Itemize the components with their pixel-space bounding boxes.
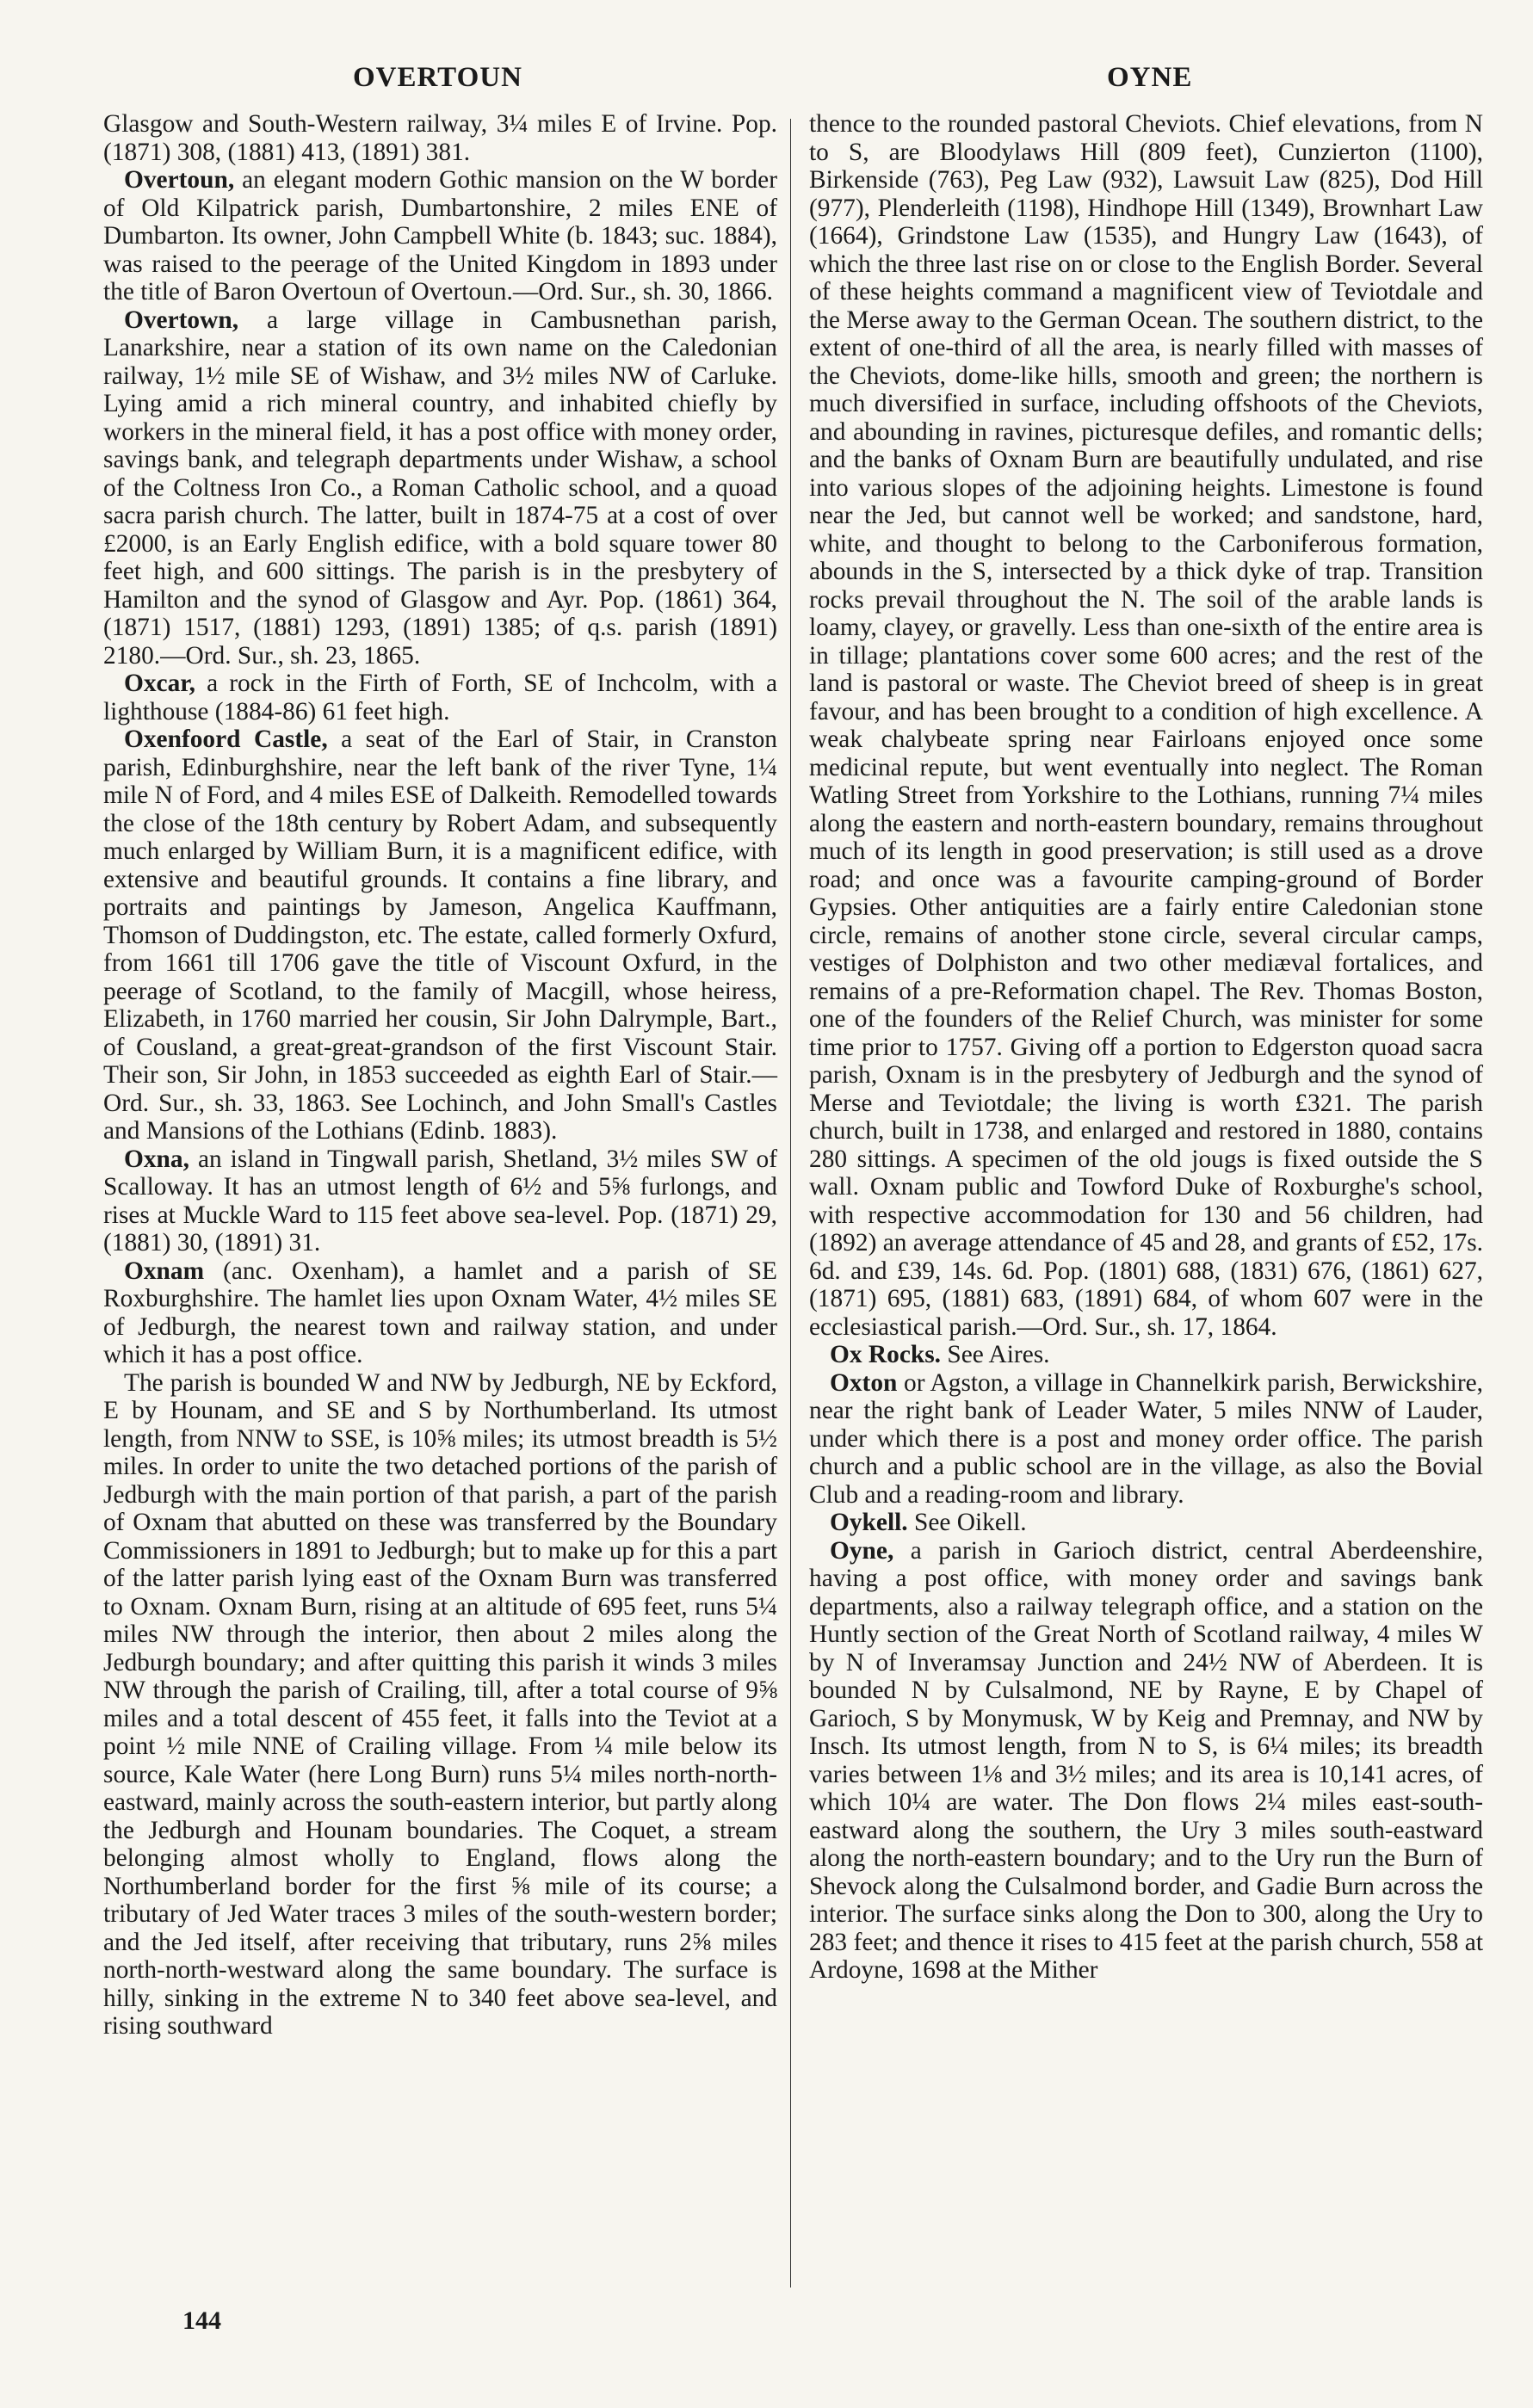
entry-text: an elegant modern Gothic mansion on the W border of Old Kilpatrick parish, Dumbartonshire, 2 miles ENE of Dumbarton. Its owner, John Campbell White (b. 1843; suc. 1884), was raised to the peerage of the United Kingdom in 1893 under the title of Baron Overtoun of Overtoun.—Ord. Sur., sh. 30, 1866. [103,166,777,306]
entry-headword: Oxenfoord Castle, [124,725,328,753]
running-head-left: OVERTOUN [353,62,522,93]
entry-text: a large village in Cambusnethan parish, Lanarkshire, near a station of its own name on the Caledonian railway, 1½ mile SE of Wishaw, and 3½ miles NW of Carluke. Lying amid a rich mineral country, and inhabited chiefly by workers in the mineral field, it has a post office with money order, savings bank, and telegraph departments under Wishaw, a school of the Coltness Iron Co., a Roman Catholic school, and a quoad sacra parish church. The latter, built in 1874-75 at a cost of over £2000, is an Early English edifice, with a bold square tower 80 feet high, and 600 sittings. The parish is in the presbytery of Hamilton and the synod of Glasgow and Ayr. Pop. (1861) 364, (1871) 1517, (1881) 1293, (1891) 1385; of q.s. parish (1891) 2180.—Ord. Sur., sh. 23, 1865. [103,306,777,670]
gazetteer-entry [809,1537,1483,1985]
entry-text: See Aires. [941,1341,1050,1368]
entry-text: Glasgow and South-Western railway, 3¼ miles E of Irvine. Pop. (1871) 308, (1881) 413, (1891) 381. [103,110,777,166]
gazetteer-entry [809,1369,1483,1510]
gazetteer-entry [809,1341,1483,1369]
entry-paragraph [103,110,777,166]
gazetteer-entry [103,306,777,670]
entry-text: or Agston, a village in Channelkirk parish, Berwickshire, near the right bank of Leader Water, 5 miles NNW of Lauder, under which there is a post and money order office. The parish church and a public school are in the village, as also the Bovial Club and a reading-room and library. [809,1368,1483,1509]
entry-headword: Oxnam [124,1256,205,1285]
entry-headword: Oxcar, [124,670,195,697]
entry-text: a seat of the Earl of Stair, in Cranston parish, Edinburghshire, near the left bank of the river Tyne, 1¼ mile N of Ford, and 4 miles ESE of Dalkeith. Remodelled towards the close of the 18th century by Robert Adam, and subsequently much enlarged by William Burn, it is a magnificent edifice, with extensive and beautiful grounds. It contains a fine library, and portraits and paintings by Jameson, Angelica Kauffmann, Thomson of Duddingston, etc. The estate, called formerly Oxfurd, from 1661 till 1706 gave the title of Viscount Oxfurd, in the peerage of Scotland, to the family of Macgill, whose heiress, Elizabeth, in 1760 married her cousin, Sir John Dalrymple, Bart., of Cousland, a great-great-grandson of the first Viscount Stair. Their son, Sir John, in 1853 succeeded as eighth Earl of Stair.—Ord. Sur., sh. 33, 1863. See Lochinch, and John Small's Castles and Mansions of the Lothians (Edinb. 1883). [103,725,777,1145]
entry-headword: Overtown, [124,306,239,334]
entry-headword: Oyne, [830,1536,894,1565]
entry-text: The parish is bounded W and NW by Jedburgh, NE by Eckford, E by Hounam, and SE and S by Northumberland. Its utmost length, from NNW to SSE, is 10⅝ miles; its utmost breadth is 5½ miles. In order to unite the two detached portions of the parish of Jedburgh with the main portion of that parish, a part of the parish of Oxnam that abutted on these was transferred by the Boundary Commissioners in 1891 to Jedburgh; but to make up for this a part of the latter parish lying east of the Oxnam Burn was transferred to Oxnam. Oxnam Burn, rising at an altitude of 695 feet, runs 5¼ miles NW through the interior, then about 2 miles along the Jedburgh boundary; and after quitting this parish it winds 3 miles NW through the parish of Crailing, till, after a total course of 9⅝ miles and a total descent of 455 feet, it falls into the Teviot at a point ½ mile NNE of Crailing village. From ¼ mile below its source, Kale Water (here Long Burn) runs 5¼ miles north-north-eastward, mainly across the south-eastern interior, but partly along the Jedburgh and Hounam boundaries. The Coquet, a stream belonging almost wholly to England, flows along the Northumberland border for the first ⅝ mile of its course; a tributary of Jed Water traces 3 miles of the south-western border; and the Jed itself, after receiving that tributary, runs 2⅝ miles north-north-westward along the same boundary. The surface is hilly, sinking in the extreme N to 340 feet above sea-level, and rising southward [103,1368,777,2040]
entry-headword: Oykell. [830,1509,908,1536]
entry-headword: Oxton [830,1368,898,1397]
gazetteer-entry [103,166,777,306]
entry-text: thence to the rounded pastoral Cheviots. Chief elevations, from N to S, are Bloodylaws Hill (809 feet), Cunzierton (1100), Birkenside (763), Peg Law (932), Lawsuit Law (825), Dod Hill (977), Plenderleith (1198), Hindhope Hill (1349), Brownhart Law (1664), Grindstone Law (1535), and Hungry Law (1643), of which the three last rise on or close to the English Border. Several of these heights command a magnificent view of Teviotdale and the Merse away to the German Ocean. The southern district, to the extent of one-third of all the area, is nearly filled with masses of the Cheviots, dome-like hills, smooth and green; the northern is much diversified in surface, including offshoots of the Cheviots, and abounding in ravines, picturesque defiles, and romantic dells; and the banks of Oxnam Burn are beautifully undulated, and rise into various slopes of the adjoining heights. Limestone is found near the Jed, but cannot well be worked; and sandstone, hard, white, and thought to belong to the Carboniferous formation, abounds in the S, intersected by a thick dyke of trap. Transition rocks prevail throughout the N. The soil of the arable lands is loamy, clayey, or gravelly. Less than one-sixth of the entire area is in tillage; plantations cover some 600 acres; and the rest of the land is pastoral or waste. The Cheviot breed of sheep is in great favour, and has been brought to a condition of high excellence. A weak chalybeate spring near Fairloans enjoyed once some medicinal repute, but went eventually into neglect. The Roman Watling Street from Yorkshire to the Lothians, running 7¼ miles along the eastern and north-eastern boundary, remains throughout much of its length in good preservation; is still used as a drove road; and once was a favourite camping-ground of Border Gypsies. Other antiquities are a fairly entire Caledonian stone circle, remains of another stone circle, several circular camps, vestiges of Dolphiston and two other mediæval fortalices, and remains of a pre-Reformation chapel. The Rev. Thomas Boston, one of the founders of the Relief Church, was minister for some time prior to 1757. Giving off a portion to Edgerston quoad sacra parish, Oxnam is in the presbytery of Jedburgh and the synod of Merse and Teviotdale; the living is worth £321. The parish church, built in 1738, and enlarged and restored in 1880, contains 280 sittings. A specimen of the old jougs is fixed outside the S wall. Oxnam public and Towford Duke of Roxburghe's school, with respective accommodation for 130 and 56 children, had (1892) an average attendance of 45 and 28, and grants of £52, 17s. 6d. and £39, 14s. 6d. Pop. (1801) 688, (1831) 676, (1861) 627, (1871) 695, (1881) 683, (1891) 684, of whom 607 were in the ecclesiastical parish.—Ord. Sur., sh. 17, 1864. [809,110,1483,1341]
right-column [809,110,1483,1985]
column-divider [790,119,791,2288]
running-head-right: OYNE [1107,62,1193,93]
gazetteer-entry [103,1145,777,1257]
entry-headword: Overtoun, [124,166,235,194]
entry-text: an island in Tingwall parish, Shetland, 3½ miles SW of Scalloway. It has an utmost length of 6½ and 5⅝ furlongs, and rises at Muckle Ward to 115 feet above sea-level. Pop. (1871) 29, (1881) 30, (1891) 31. [103,1145,777,1256]
entry-paragraph [103,1369,777,2041]
entry-paragraph [809,110,1483,1341]
gazetteer-entry [103,725,777,1145]
entry-headword: Oxna, [124,1145,189,1173]
entry-text: a rock in the Firth of Forth, SE of Inchcolm, with a lighthouse (1884-86) 61 feet high. [103,670,777,725]
entry-text: a parish in Garioch district, central Aberdeenshire, having a post office, with money order and savings bank departments, also a railway telegraph office, and a station on the Huntly section of the Great North of Scotland railway, 4 miles W by N of Inveramsay Junction and 24½ NW of Aberdeen. It is bounded N by Culsalmond, NE by Rayne, E by Chapel of Garioch, S by Monymusk, W by Keig and Premnay, and NW by Insch. Its utmost length, from N to S, is 6¼ miles; its breadth varies between 1⅛ and 3½ miles; and its area is 10,141 acres, of which 10¼ are water. The Don flows 2¼ miles east-south-eastward along the southern, the Ury 3 miles south-eastward along the north-eastern boundary; and to the Ury run the Burn of Shevock along the Culsalmond border, and Gadie Burn across the interior. The surface sinks along the Don to 300, along the Ury to 283 feet; and thence it rises to 415 feet at the parish church, 558 at Ardoyne, 1698 at the Mither [809,1536,1483,1984]
gazetteer-entry [103,1257,777,1369]
left-column [103,110,777,2041]
entry-headword: Ox Rocks. [830,1341,942,1368]
entry-text: See Oikell. [907,1509,1027,1536]
page-number: 144 [182,2306,221,2335]
entry-text: (anc. Oxenham), a hamlet and a parish of SE Roxburghshire. The hamlet lies upon Oxnam Water, 4½ miles SE of Jedburgh, the nearest town and railway station, and under which it has a post office. [103,1256,777,1368]
gazetteer-entry [103,670,777,725]
gazetteer-entry [809,1509,1483,1537]
